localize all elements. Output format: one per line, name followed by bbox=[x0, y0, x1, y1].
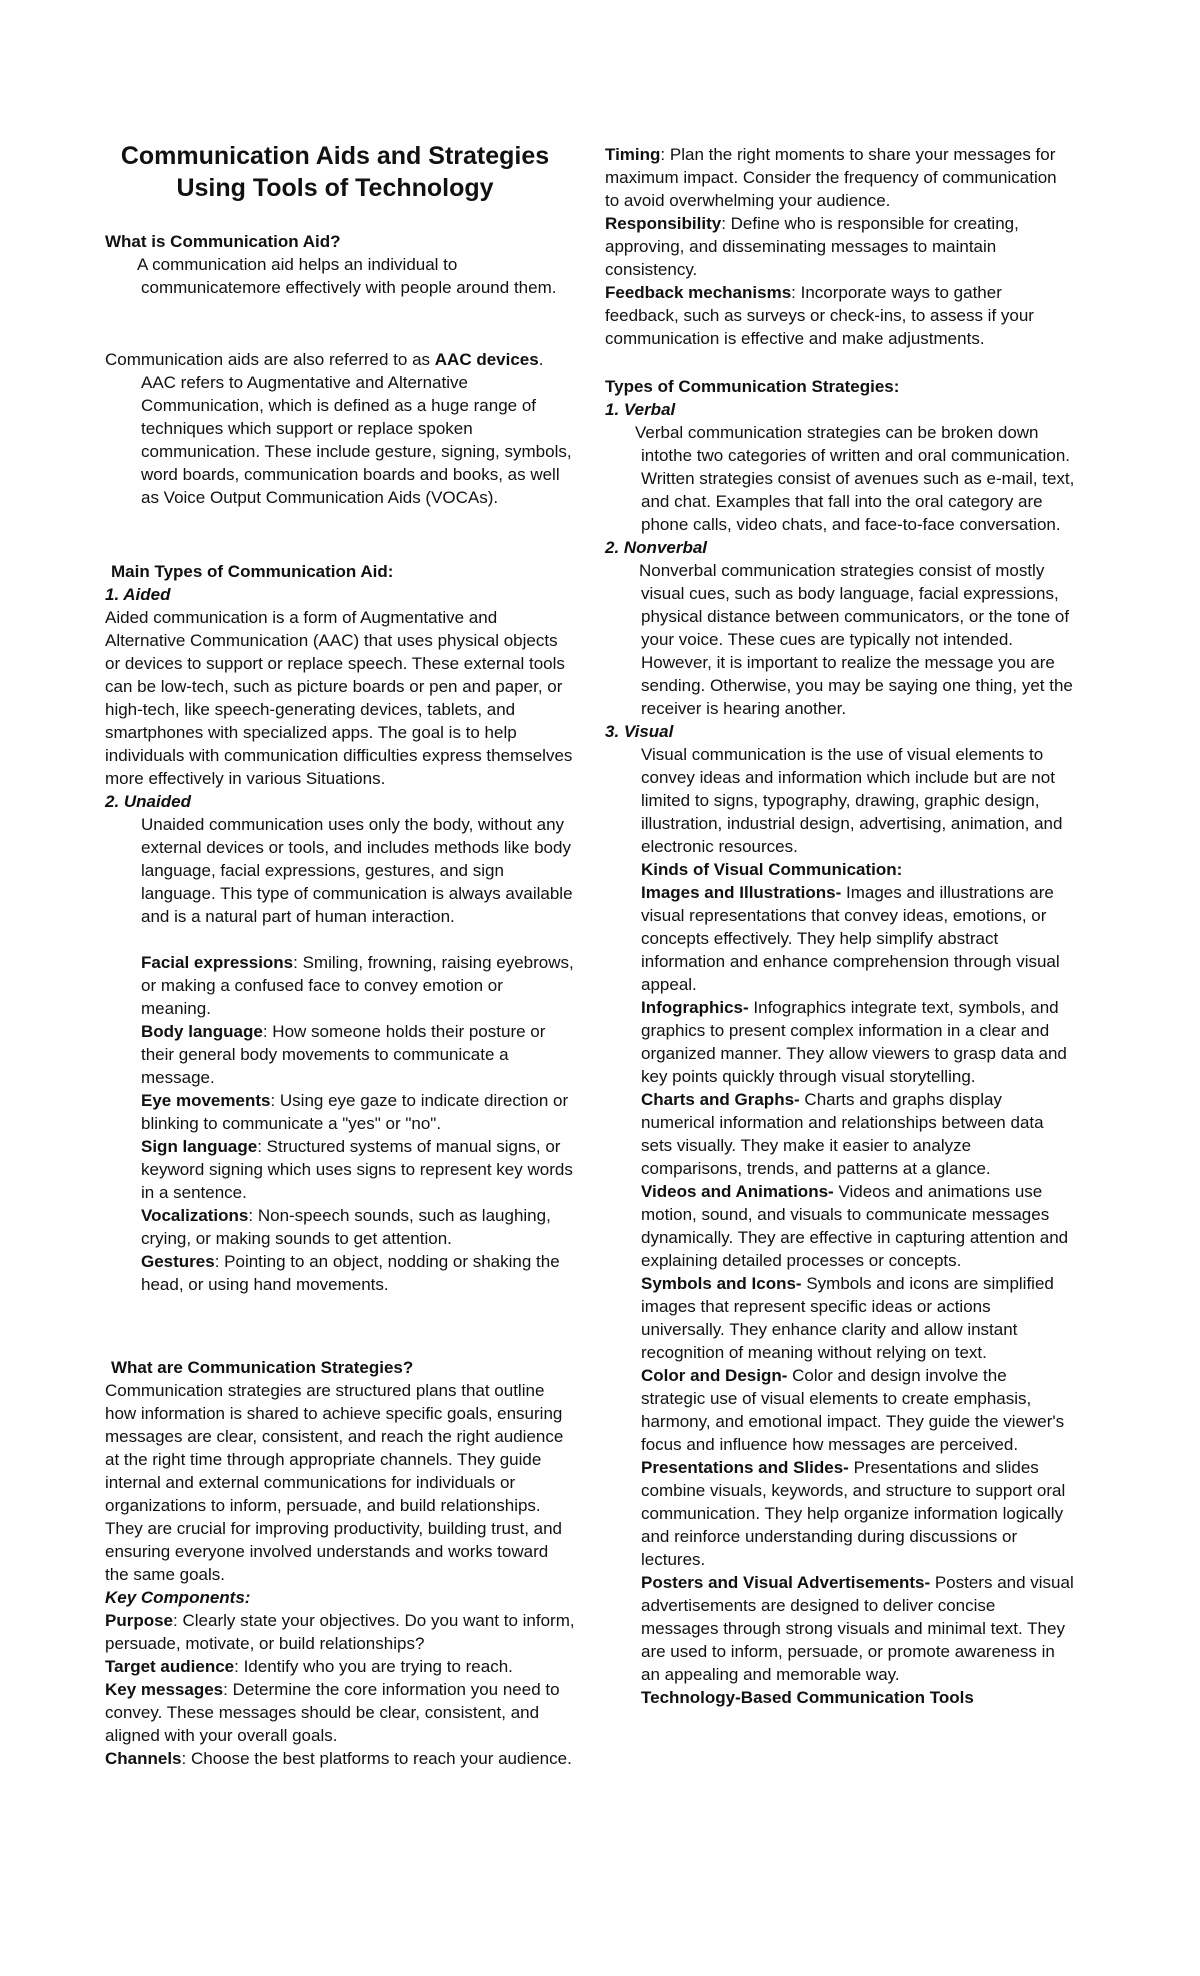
heading-visual: 3. Visual bbox=[605, 722, 674, 741]
unaided-item-term: Eye movements bbox=[141, 1091, 271, 1110]
key-component-item-desc: : Incorporate ways to gather feedback, such as surveys or check-ins, to assess if your communication is effective and make adjustments. bbox=[605, 283, 1034, 348]
key-component-item bbox=[105, 1655, 575, 1678]
visual-kind-item bbox=[641, 881, 1075, 996]
key-component-item bbox=[105, 1678, 575, 1747]
key-component-item-desc: : Define who is responsible for creating, approving, and disseminating messages to maintain consistency. bbox=[605, 214, 1019, 279]
key-component-item-term: Feedback mechanisms bbox=[605, 283, 792, 302]
key-component-item-desc: : Clearly state your objectives. Do you want to inform, persuade, motivate, or build relationships? bbox=[105, 1611, 575, 1653]
key-component-item bbox=[605, 143, 1075, 212]
unaided-item-term: Sign language bbox=[141, 1137, 258, 1156]
unaided-item-desc: : Using eye gaze to indicate direction or blinking to communicate a "yes" or "no". bbox=[141, 1091, 569, 1133]
key-component-item bbox=[605, 212, 1075, 281]
unaided-item-desc: : Structured systems of manual signs, or keyword signing which uses signs to represent key words in a sentence. bbox=[141, 1137, 573, 1202]
key-component-item-term: Timing bbox=[605, 145, 661, 164]
key-component-item bbox=[105, 1747, 575, 1770]
heading-unaided: 2. Unaided bbox=[105, 792, 191, 811]
heading-kinds-visual: Kinds of Visual Communication: bbox=[641, 860, 903, 879]
aac-devices-term: AAC devices bbox=[434, 350, 539, 369]
visual-kind-item bbox=[641, 1272, 1075, 1364]
unaided-item bbox=[141, 1135, 575, 1204]
section-main-types bbox=[105, 560, 575, 1296]
key-component-item-term: Channels bbox=[105, 1749, 182, 1768]
heading-aided: 1. Aided bbox=[105, 585, 171, 604]
visual-kind-item-desc: Presentations and slides combine visuals, keywords, and structure to support oral communication. They help organize information logically and reinforce understanding during discussions or lectures. bbox=[641, 1458, 1066, 1569]
visual-kind-item bbox=[641, 1456, 1075, 1571]
unaided-item-desc: : Non-speech sounds, such as laughing, crying, or making sounds to get attention. bbox=[141, 1206, 551, 1248]
visual-kind-item bbox=[641, 1088, 1075, 1180]
visual-kind-item-desc: Charts and graphs display numerical information and relationships between data sets visually. They make it easier to analyze comparisons, trends, and patterns at a glance. bbox=[641, 1090, 1044, 1178]
document-title bbox=[100, 140, 570, 204]
nonverbal-description: Nonverbal communication strategies consist of mostly visual cues, such as body language, facial expressions, physical distance between communicators, or the tone of your voice. These cues are typically not intended. However, it is important to realize the message you are sending. Otherwise, you may be saying one thing, yet the receiver is hearing another. bbox=[639, 561, 1073, 718]
kinds-list bbox=[605, 881, 1075, 1686]
key-component-item-desc: : Determine the core information you need to convey. These messages should be clear, consistent, and aligned with your overall goals. bbox=[105, 1680, 560, 1745]
key-components-left bbox=[105, 1609, 575, 1770]
heading-what-is-aid: What is Communication Aid? bbox=[105, 232, 341, 251]
section-types-strategies bbox=[605, 375, 1075, 1709]
section-strategies bbox=[105, 1356, 575, 1770]
unaided-item bbox=[141, 1020, 575, 1089]
unaided-item-desc: : Pointing to an object, nodding or shaking the head, or using hand movements. bbox=[141, 1252, 560, 1294]
unaided-item-term: Vocalizations bbox=[141, 1206, 249, 1225]
key-component-item-desc: : Identify who you are trying to reach. bbox=[234, 1657, 513, 1676]
visual-kind-item-desc: Symbols and icons are simplified images that represent specific ideas or actions universally. They enhance clarity and allow instant recognition of meaning without relying on text. bbox=[641, 1274, 1054, 1362]
unaided-item-term: Gestures bbox=[141, 1252, 215, 1271]
aac-intro: Communication aids are also referred to as AAC devices. bbox=[105, 350, 544, 369]
section-what-is-aid bbox=[105, 230, 575, 299]
heading-types-strategies: Types of Communication Strategies: bbox=[605, 377, 900, 396]
heading-verbal: 1. Verbal bbox=[605, 400, 676, 419]
unaided-item-term: Facial expressions bbox=[141, 953, 294, 972]
visual-kind-item-desc: Videos and animations use motion, sound, and visuals to communicate messages dynamically. They are effective in capturing attention and explaining detailed processes or concepts. bbox=[641, 1182, 1069, 1270]
visual-kind-item-term: Videos and Animations- bbox=[641, 1182, 834, 1201]
key-component-item bbox=[605, 281, 1075, 350]
visual-kind-item-term: Symbols and Icons- bbox=[641, 1274, 802, 1293]
title-line-2: Using Tools of Technology bbox=[176, 174, 494, 202]
unaided-list bbox=[105, 951, 575, 1296]
aid-definition: A communication aid helps an individual to communicatemore effectively with people around them. bbox=[137, 255, 557, 297]
heading-key-components: Key Components: bbox=[105, 1588, 251, 1607]
section-key-components-cont bbox=[605, 143, 1075, 350]
visual-kind-item-term: Posters and Visual Advertisements- bbox=[641, 1573, 931, 1592]
heading-main-types: Main Types of Communication Aid: bbox=[111, 562, 394, 581]
verbal-description: Verbal communication strategies can be broken down intothe two categories of written and oral communication. Written strategies consist of avenues such as e-mail, text, and chat. Examples that fall into the oral category are phone calls, video chats, and face-to-face conversation. bbox=[635, 423, 1075, 534]
visual-kind-item-term: Color and Design- bbox=[641, 1366, 788, 1385]
section-aac bbox=[105, 348, 580, 509]
key-component-item-term: Target audience bbox=[105, 1657, 235, 1676]
key-component-item-term: Responsibility bbox=[605, 214, 722, 233]
key-component-item-term: Purpose bbox=[105, 1611, 174, 1630]
visual-kind-item-desc: Images and illustrations are visual representations that convey ideas, emotions, or concepts effectively. They help simplify abstract information and enhance comprehension through visual appeal. bbox=[641, 883, 1060, 994]
key-component-item bbox=[105, 1609, 575, 1655]
unaided-item bbox=[141, 1089, 575, 1135]
heading-strategies: What are Communication Strategies? bbox=[111, 1358, 414, 1377]
visual-kind-item-desc: Color and design involve the strategic use of visual elements to create emphasis, harmony, and emotional impact. They guide the viewer's focus and influence how messages are perceived. bbox=[641, 1366, 1065, 1454]
heading-nonverbal: 2. Nonverbal bbox=[605, 538, 708, 557]
unaided-item-term: Body language bbox=[141, 1022, 263, 1041]
key-component-item-term: Key messages bbox=[105, 1680, 224, 1699]
unaided-item-desc: : Smiling, frowning, raising eyebrows, or making a confused face to convey emotion or meaning. bbox=[141, 953, 574, 1018]
visual-kind-item-term: Charts and Graphs- bbox=[641, 1090, 800, 1109]
visual-kind-item-desc: Posters and visual advertisements are designed to deliver concise messages through strong visuals and minimal text. They are used to inform, persuade, or promote awareness in an appealing and memorable way. bbox=[641, 1573, 1074, 1684]
key-components-right bbox=[605, 143, 1075, 350]
visual-kind-item bbox=[641, 1571, 1075, 1686]
title-line-1: Communication Aids and Strategies bbox=[120, 142, 550, 170]
strategies-paragraph-2: They are crucial for improving productivity, building trust, and ensuring everyone involved understands and works toward the same goals. bbox=[105, 1519, 562, 1584]
key-component-item-desc: : Plan the right moments to share your messages for maximum impact. Consider the frequency of communication to avoid overwhelming your audience. bbox=[605, 145, 1057, 210]
unaided-item bbox=[141, 1204, 575, 1250]
visual-kind-item-term: Infographics- bbox=[641, 998, 749, 1017]
visual-kind-item bbox=[641, 1364, 1075, 1456]
strategies-paragraph-1: Communication strategies are structured plans that outline how information is shared to achieve specific goals, ensuring messages are clear, consistent, and reach the right audience at the right time through appropriate channels. They guide internal and external communications for individuals or organizations to inform, persuade, and build relationships. bbox=[105, 1381, 564, 1515]
unaided-item bbox=[141, 951, 575, 1020]
aac-description: AAC refers to Augmentative and Alternative Communication, which is defined as a huge range of techniques which support or replace spoken communication. These include gesture, signing, symbols, word boards, communication boards and books, as well as Voice Output Communication Aids (VOCAs). bbox=[141, 373, 572, 507]
heading-tech-tools: Technology-Based Communication Tools bbox=[641, 1688, 974, 1707]
unaided-item-desc: : How someone holds their posture or their general body movements to communicate a message. bbox=[141, 1022, 546, 1087]
unaided-item bbox=[141, 1250, 575, 1296]
visual-kind-item bbox=[641, 1180, 1075, 1272]
aided-description: Aided communication is a form of Augmentative and Alternative Communication (AAC) that uses physical objects or devices to support or replace speech. These external tools can be low-tech, such as picture boards or pen and paper, or high-tech, like speech-generating devices, tablets, and smartphones with specialized apps. The goal is to help individuals with communication difficulties express themselves more effectively in various Situations. bbox=[105, 608, 573, 788]
visual-description: Visual communication is the use of visual elements to convey ideas and information which include but are not limited to signs, typography, drawing, graphic design, illustration, industrial design, advertising, animation, and electronic resources. bbox=[641, 745, 1063, 856]
visual-kind-item-term: Presentations and Slides- bbox=[641, 1458, 849, 1477]
key-component-item-desc: : Choose the best platforms to reach your audience. bbox=[181, 1749, 572, 1768]
unaided-description: Unaided communication uses only the body, without any external devices or tools, and includes methods like body language, facial expressions, gestures, and sign language. This type of communication is always available and is a natural part of human interaction. bbox=[141, 815, 573, 926]
visual-kind-item bbox=[641, 996, 1075, 1088]
visual-kind-item-desc: Infographics integrate text, symbols, and graphics to present complex information in a clear and organized manner. They allow viewers to grasp data and key points quickly through visual storytelling. bbox=[641, 998, 1067, 1086]
visual-kind-item-term: Images and Illustrations- bbox=[641, 883, 842, 902]
